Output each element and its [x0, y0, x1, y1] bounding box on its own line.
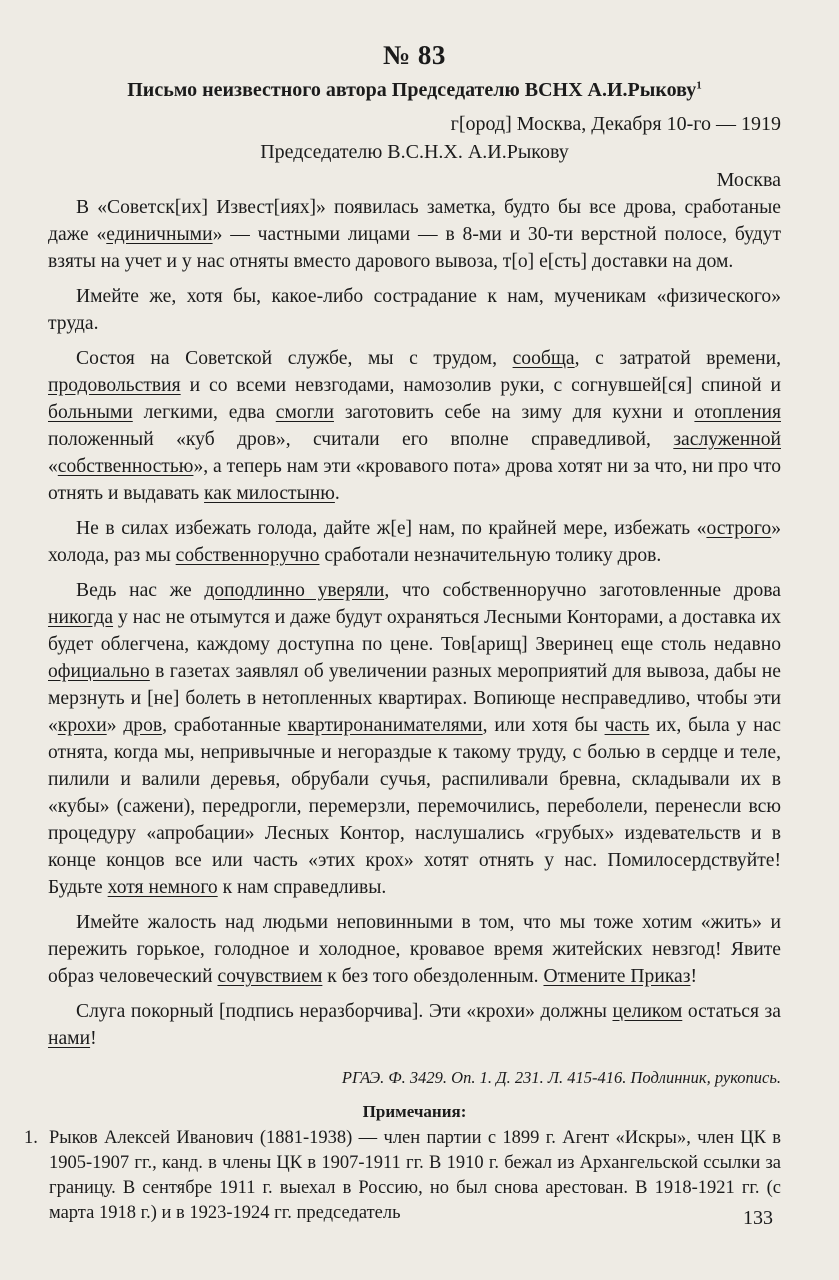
- underlined-text: сообща: [512, 348, 575, 369]
- letter-paragraph: [48, 515, 781, 569]
- paragraph-text: Имейте же, хотя бы, какое-либо сострадание к нам, мученикам «физического» труда.: [48, 286, 781, 334]
- paragraph-text: !: [690, 966, 698, 987]
- paragraph-text: в газетах заявлял об увеличении разных мероприятий для вывоза, дабы не мерзнуть и [не] болеть в нетопленных квартирах. Вопиюще несправедливо, чтобы эти «: [48, 661, 781, 736]
- underlined-text: как милостыню: [204, 483, 335, 504]
- footnote-number: 1.: [24, 1128, 38, 1148]
- paragraph-text: остаться за: [682, 1001, 781, 1022]
- underlined-text: отопления: [694, 402, 781, 423]
- document-title-text: Письмо неизвестного автора Председателю ВСНХ А.И.Рыкову: [127, 79, 697, 101]
- paragraph-text: Ведь нас же: [76, 580, 205, 601]
- paragraph-text: .: [334, 483, 340, 504]
- addressee: Председателю В.С.Н.Х. А.И.Рыкову: [260, 141, 569, 163]
- underlined-text: хотя немного: [107, 877, 218, 898]
- paragraph-text: В «Советск[их] Извест[иях]» появилась заметка, будто бы все дрова, сработаные даже «: [48, 197, 781, 245]
- page-number: 133: [743, 1207, 773, 1229]
- underlined-text: доподлинно уверяли: [204, 580, 385, 601]
- archive-source: РГАЭ. Ф. 3429. Оп. 1. Д. 231. Л. 415-416. Подлинник, рукопись.: [341, 1068, 781, 1087]
- paragraph-text: «: [48, 456, 58, 477]
- paragraph-text: у нас не отымутся и даже будут охраняться Лесными Конторами, а доставка их будет облегчена, каждому доступна по цене. Тов[арищ] Зверинец еще столь недавно: [48, 607, 781, 655]
- underlined-text: нами: [48, 1028, 91, 1049]
- footnote-text: Рыков Алексей Иванович (1881-1938) — член партии с 1899 г. Агент «Искры», член ЦК в 1905-1907 гг., канд. в члены ЦК в 1907-1911 гг. В 1910 г. бежал из Архангельской ссылки за границу. В сентябре 1911 г. выехал в Россию, но был снова арестован. В 1918-1921 гг. (с марта 1918 г.) и в 1923-1924 гг. председатель: [49, 1128, 781, 1223]
- letter-body: [48, 194, 781, 1052]
- paragraph-text: к нам справедливы.: [217, 877, 387, 898]
- notes-heading: Примечания:: [362, 1102, 467, 1121]
- underlined-text: квартиронанимателями: [287, 715, 483, 736]
- letter-paragraph: [48, 998, 781, 1052]
- city: Москва: [716, 169, 781, 191]
- paragraph-text: положенный «куб дров», считали его вполне справедливой,: [48, 429, 674, 450]
- document-number: № 83: [383, 40, 446, 70]
- underlined-text: заслуженной: [673, 429, 781, 450]
- underlined-text: продовольствия: [48, 375, 181, 396]
- paragraph-text: Слуга покорный [подпись неразборчива]. Эти «крохи» должны: [76, 1001, 613, 1022]
- paragraph-text: », а теперь нам эти «кровавого пота» дрова хотят ни за что, ни про что отнять и выдавать: [48, 456, 781, 504]
- underlined-text: никогда: [48, 607, 114, 628]
- underlined-text: сочувствием: [217, 966, 323, 987]
- letter-paragraph: [48, 345, 781, 507]
- paragraph-text: Имейте жалость над людьми неповинными в том, что мы тоже хотим «жить» и пережить горькое, голодное и холодное, кровавое время житейских невзгод! Явите образ человеческий: [48, 912, 781, 987]
- letter-paragraph: [48, 909, 781, 990]
- paragraph-text: и со всеми невзгодами, намозолив руки, с согнувшей[ся] спиной и: [180, 375, 781, 396]
- underlined-text: крохи: [57, 715, 107, 736]
- underlined-text: острого: [706, 518, 772, 539]
- document-title: [48, 79, 781, 102]
- letter-paragraph: [48, 577, 781, 901]
- paragraph-text: заготовить себе на зиму для кухни и: [333, 402, 695, 423]
- place-date: г[ород] Москва, Декабря 10-го — 1919: [450, 113, 781, 135]
- paragraph-text: , что собственноручно заготовленные дрова: [384, 580, 781, 601]
- paragraph-text: !: [90, 1028, 97, 1049]
- footnote: [24, 1126, 781, 1226]
- underlined-text: больными: [48, 402, 133, 423]
- paragraph-text: Не в силах избежать голода, дайте ж[е] нам, по крайней мере, избежать «: [76, 518, 707, 539]
- paragraph-text: Состоя на Советской службе, мы с трудом,: [76, 348, 513, 369]
- underlined-text: собственностью: [57, 456, 194, 477]
- letter-paragraph: [48, 194, 781, 275]
- underlined-text: часть: [604, 715, 650, 736]
- paragraph-text: , или хотя бы: [482, 715, 605, 736]
- paragraph-text: их, была у нас отнята, когда мы, непривычные и негораздые к такому труду, с болью в сердце и теле, пилили и валили деревья, обрубали сучья, распиливали бревна, складывали их в «кубы» (сажени), передрогли, перемерзли, перемочились, переболели, перенесли всю процедуру «апробации» Лесных Контор, наслушались «грубых» издевательств и в конце концов все или часть «этих крох» хотят отнять у нас. Помилосердствуйте! Будьте: [48, 715, 782, 898]
- underlined-text: смогли: [275, 402, 334, 423]
- paragraph-text: » холода, раз мы: [48, 518, 781, 566]
- underlined-text: собственноручно: [175, 545, 320, 566]
- letter-paragraph: [48, 283, 781, 337]
- footnote-ref: 1: [696, 79, 702, 92]
- underlined-text: целиком: [612, 1001, 683, 1022]
- underlined-text: официально: [48, 661, 150, 682]
- paragraph-text: , с затратой времени,: [574, 348, 782, 369]
- paragraph-text: к без того обездоленным.: [322, 966, 544, 987]
- paragraph-text: » — частными лицами — в 8-ми и 30-ти верстной полосе, будут взяты на учет и у нас отняты вместо дарового вывоза, т[о] е[сть] доставки на дом.: [48, 224, 782, 272]
- paragraph-text: »: [106, 715, 124, 736]
- paragraph-text: , сработанные: [162, 715, 288, 736]
- underlined-text: дров: [123, 715, 163, 736]
- paragraph-text: легкими, едва: [132, 402, 276, 423]
- underlined-text: единичными: [106, 224, 213, 245]
- paragraph-text: сработали незначительную толику дров.: [319, 545, 662, 566]
- underlined-text: Отмените Приказ: [543, 966, 691, 987]
